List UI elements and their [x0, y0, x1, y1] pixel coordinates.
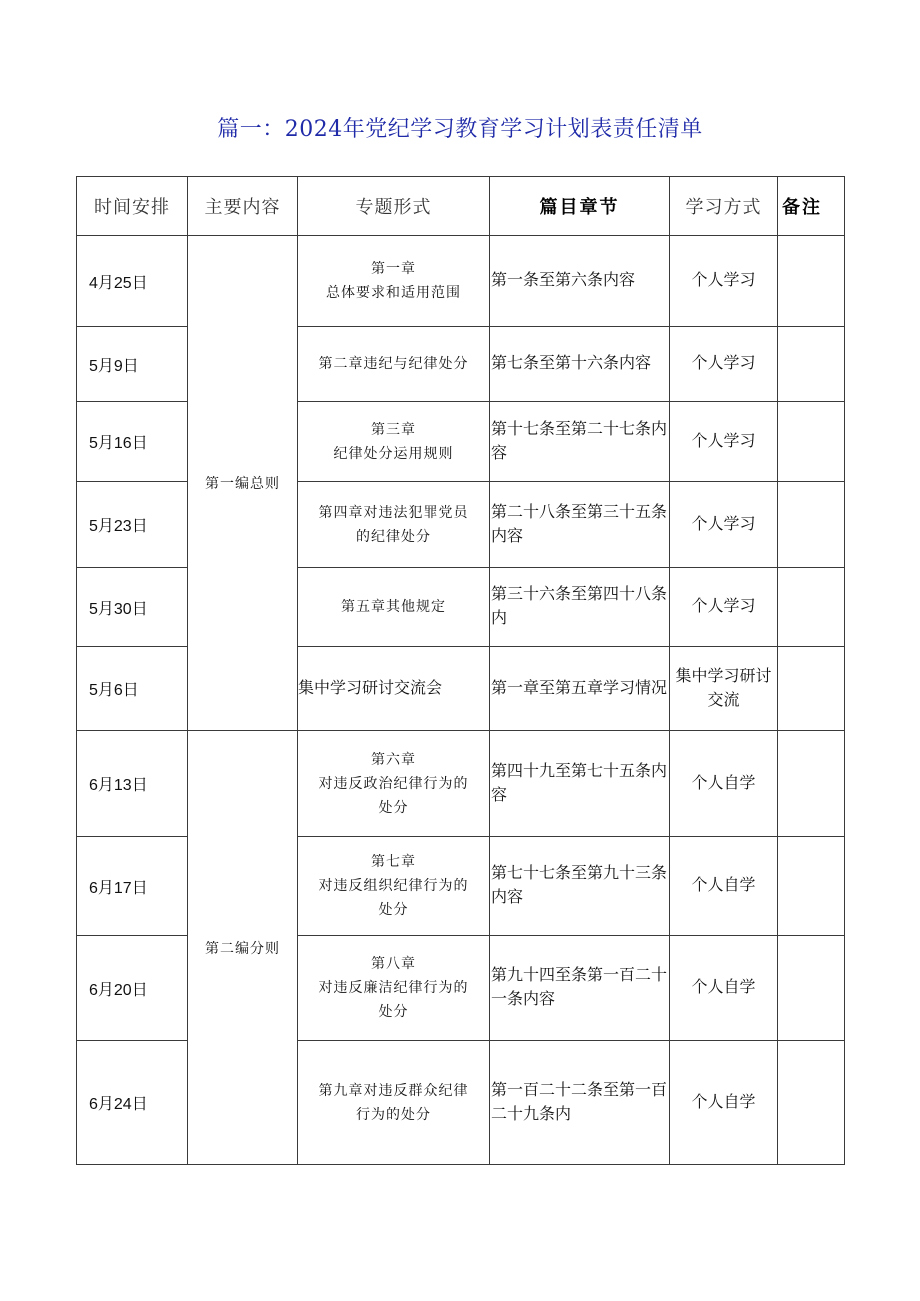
- topic-line: 第二章违纪与纪律处分: [318, 356, 469, 372]
- table-row: [77, 731, 845, 837]
- topic-line: 对违反组织纪律行为的: [318, 878, 469, 894]
- topic-line: 第七章: [371, 854, 416, 870]
- row-chapter: 第一百二十二条至第一百二十九条内: [490, 1041, 670, 1165]
- topic-line: 第四章对违法犯罪党员: [318, 504, 469, 521]
- row-topic: [298, 482, 490, 568]
- row-topic: [298, 936, 490, 1041]
- row-date: 5月30日: [77, 568, 188, 647]
- row-chapter: 第十七条至第二十七条内容: [490, 402, 670, 482]
- topic-line: 第六章: [371, 751, 416, 768]
- row-method: 个人学习: [670, 402, 778, 482]
- row-date: 6月20日: [77, 936, 188, 1041]
- row-date: 6月13日: [77, 731, 188, 837]
- row-method: 个人学习: [670, 327, 778, 402]
- row-method: 个人自学: [670, 1041, 778, 1165]
- page-title: 篇一：2024年党纪学习教育学习计划表责任清单: [217, 117, 703, 142]
- row-note: [778, 568, 845, 647]
- header-time: 时间安排: [77, 177, 188, 236]
- row-date: 6月17日: [77, 837, 188, 936]
- row-note: [778, 327, 845, 402]
- row-method: 个人学习: [670, 568, 778, 647]
- row-note: [778, 731, 845, 837]
- section-general: 第一编总则: [188, 236, 298, 731]
- header-note: 备注: [778, 177, 845, 236]
- topic-line: 第五章其他规定: [341, 599, 446, 615]
- topic-line: 处分: [378, 1004, 409, 1020]
- row-note: [778, 1041, 845, 1165]
- study-plan-table: [76, 176, 845, 1165]
- header-method: 学习方式: [670, 177, 778, 236]
- row-date: 5月23日: [77, 482, 188, 568]
- topic-line: 行为的处分: [356, 1106, 431, 1123]
- row-topic: [298, 327, 490, 402]
- topic-line: 集中学习研讨交流会: [298, 679, 443, 697]
- row-note: [778, 837, 845, 936]
- row-topic: [298, 568, 490, 647]
- row-date: 5月9日: [77, 327, 188, 402]
- header-chapter: 篇目章节: [490, 177, 670, 236]
- row-chapter: 第二十八条至第三十五条内容: [490, 482, 670, 568]
- row-chapter: 第一条至第六条内容: [490, 236, 670, 327]
- topic-line: 处分: [378, 902, 409, 918]
- topic-line: 第一章: [371, 261, 416, 277]
- topic-line: 总体要求和适用范围: [326, 285, 461, 301]
- row-chapter: 第一章至第五章学习情况: [490, 647, 670, 731]
- row-method: 个人学习: [670, 236, 778, 327]
- topic-line: 的纪律处分: [356, 528, 431, 545]
- row-topic: [298, 1041, 490, 1165]
- row-date: 6月24日: [77, 1041, 188, 1165]
- row-note: [778, 482, 845, 568]
- row-note: [778, 402, 845, 482]
- topic-line: 对违反政治纪律行为的: [318, 775, 469, 792]
- row-chapter: 第七条至第十六条内容: [490, 327, 670, 402]
- header-topic: 专题形式: [298, 177, 490, 236]
- topic-line: 对违反廉洁纪律行为的: [318, 980, 469, 996]
- row-topic: [298, 402, 490, 482]
- header-row: [77, 177, 845, 236]
- row-chapter: 第七十七条至第九十三条内容: [490, 837, 670, 936]
- row-method: 个人自学: [670, 837, 778, 936]
- row-topic: [298, 837, 490, 936]
- row-method: 个人自学: [670, 731, 778, 837]
- row-topic: [298, 236, 490, 327]
- row-method: 集中学习研讨交流: [670, 647, 778, 731]
- row-topic: [298, 647, 490, 731]
- row-chapter: 第九十四至条第一百二十一条内容: [490, 936, 670, 1041]
- topic-line: 纪律处分运用规则: [333, 445, 454, 462]
- row-note: [778, 936, 845, 1041]
- row-note: [778, 647, 845, 731]
- topic-line: 第八章: [371, 956, 416, 972]
- table-row: [77, 236, 845, 327]
- topic-line: 第九章对违反群众纪律: [318, 1082, 469, 1099]
- topic-line: 第三章: [371, 421, 416, 438]
- row-topic: [298, 731, 490, 837]
- topic-line: 处分: [378, 799, 409, 816]
- row-date: 4月25日: [77, 236, 188, 327]
- row-note: [778, 236, 845, 327]
- row-date: 5月16日: [77, 402, 188, 482]
- row-chapter: 第四十九至第七十五条内容: [490, 731, 670, 837]
- section-specific: 第二编分则: [188, 731, 298, 1165]
- row-chapter: 第三十六条至第四十八条内: [490, 568, 670, 647]
- row-date: 5月6日: [77, 647, 188, 731]
- row-method: 个人学习: [670, 482, 778, 568]
- header-content: 主要内容: [188, 177, 298, 236]
- row-method: 个人自学: [670, 936, 778, 1041]
